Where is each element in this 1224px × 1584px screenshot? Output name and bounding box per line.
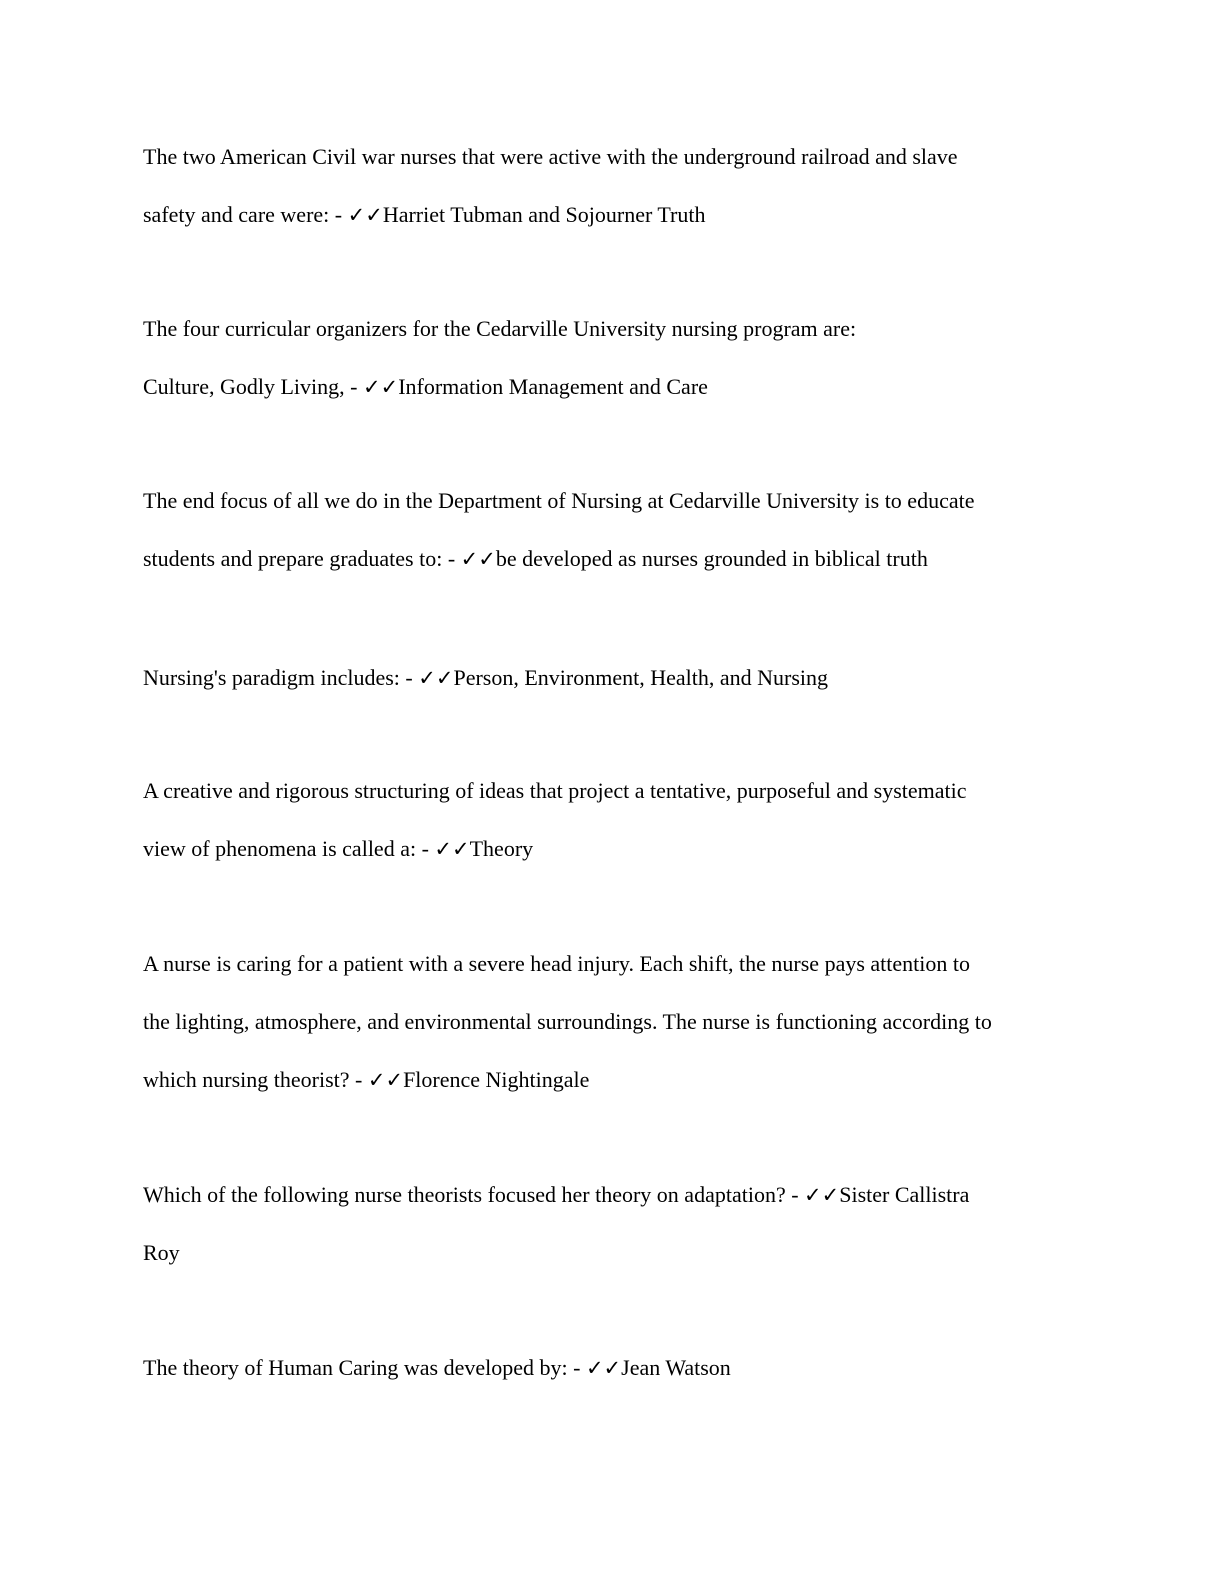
check-icon: ✓✓ xyxy=(367,1068,404,1092)
answer-line xyxy=(143,1166,1083,1224)
answer-text: be developed as nurses grounded in biblical truth xyxy=(495,546,928,571)
answer-line xyxy=(143,186,1083,244)
question-line: A creative and rigorous structuring of ideas that project a tentative, purposeful and systematic xyxy=(143,778,967,803)
question-line: The end focus of all we do in the Department of Nursing at Cedarville University is to educate xyxy=(143,488,975,513)
question-line: The four curricular organizers for the Cedarville University nursing program are: xyxy=(143,316,857,341)
qa-item xyxy=(143,935,1083,1109)
check-icon: ✓✓ xyxy=(362,375,399,399)
answer-text: Sister Callistra xyxy=(839,1182,970,1207)
qa-item xyxy=(143,472,1083,588)
answer-line xyxy=(143,1051,1083,1109)
qa-item xyxy=(143,1339,1083,1397)
answer-line xyxy=(143,820,1083,878)
answer-text: Harriet Tubman and Sojourner Truth xyxy=(382,202,706,227)
qa-item xyxy=(143,1166,1083,1282)
answer-text: Jean Watson xyxy=(621,1355,731,1380)
check-icon: ✓✓ xyxy=(434,837,470,861)
answer-text: Theory xyxy=(469,836,534,861)
question-line: A nurse is caring for a patient with a severe head injury. Each shift, the nurse pays attention to xyxy=(143,951,970,976)
answer-text: Person, Environment, Health, and Nursing xyxy=(453,665,829,690)
answer-line xyxy=(143,649,1083,707)
check-icon: ✓✓ xyxy=(418,666,454,690)
check-icon: ✓✓ xyxy=(460,547,496,571)
question-text: view of phenomena is called a: - xyxy=(143,836,435,861)
check-icon: ✓✓ xyxy=(804,1183,840,1207)
question-text: The theory of Human Caring was developed by: - xyxy=(143,1355,586,1380)
question-text: students and prepare graduates to: - xyxy=(143,546,461,571)
question-text: safety and care were: - xyxy=(143,202,348,227)
question-text: Nursing's paradigm includes: - xyxy=(143,665,419,690)
check-icon: ✓✓ xyxy=(347,203,383,227)
answer-continuation: Roy xyxy=(143,1240,180,1265)
qa-item xyxy=(143,300,1083,416)
qa-item xyxy=(143,649,1083,707)
answer-text: Information Management and Care xyxy=(398,374,708,399)
check-icon: ✓✓ xyxy=(585,1356,622,1380)
answer-line xyxy=(143,358,1083,416)
question-text: Which of the following nurse theorists focused her theory on adaptation? - xyxy=(143,1182,805,1207)
question-text: which nursing theorist? - xyxy=(143,1067,368,1092)
question-line: the lighting, atmosphere, and environmental surroundings. The nurse is functioning according to xyxy=(143,1009,992,1034)
answer-line xyxy=(143,1339,1083,1397)
qa-item xyxy=(143,128,1083,244)
qa-item xyxy=(143,762,1083,878)
answer-line xyxy=(143,530,1083,588)
answer-text: Florence Nightingale xyxy=(403,1067,590,1092)
question-text: Culture, Godly Living, - xyxy=(143,374,363,399)
question-line: The two American Civil war nurses that were active with the underground railroad and slave xyxy=(143,144,958,169)
